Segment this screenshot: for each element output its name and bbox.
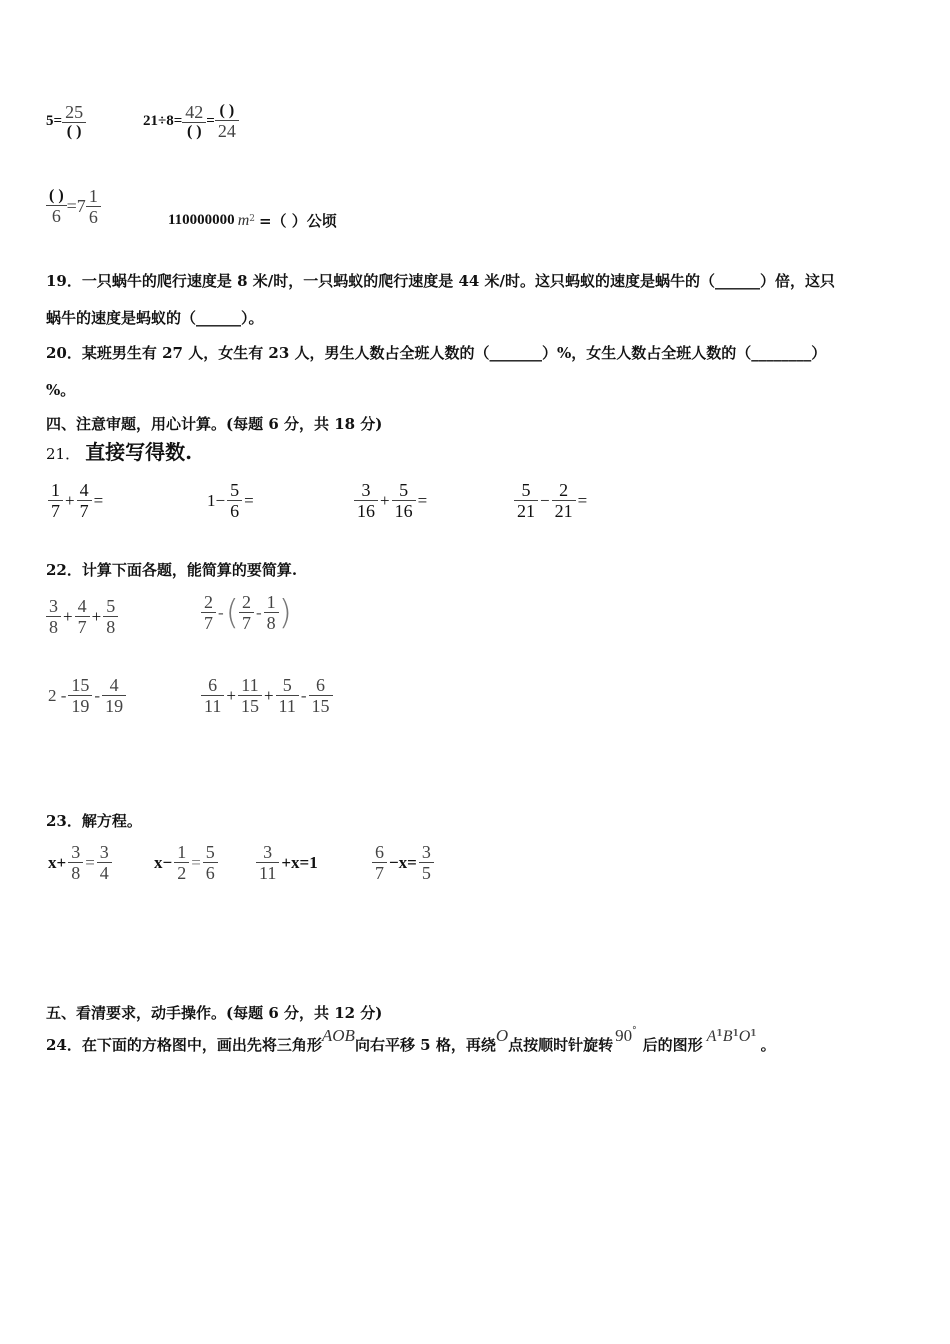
fraction xyxy=(309,675,333,716)
numerator: 1 xyxy=(177,842,187,862)
q22-title: 22．计算下面各题，能简算的要简算. xyxy=(46,561,298,579)
eq4-unit: m xyxy=(237,211,250,229)
q22-expr4 xyxy=(201,675,333,716)
eq3-numerator-blank[interactable]: ( ) xyxy=(49,187,64,204)
fraction xyxy=(256,842,279,883)
denominator: 11 xyxy=(278,696,296,716)
equals: = xyxy=(191,852,201,872)
label-sup: 1 xyxy=(716,1029,723,1039)
q21-heading xyxy=(46,436,192,465)
q24-part2: 向右平移 5 格，再绕 xyxy=(354,1036,496,1054)
eq4-rest: =（ ）公顷 xyxy=(258,212,337,230)
label-b: B xyxy=(722,1028,733,1045)
q21-title: 直接写得数. xyxy=(85,440,193,464)
q23-eq3 xyxy=(256,842,320,883)
fraction xyxy=(203,842,218,883)
denominator: 7 xyxy=(51,501,60,521)
q24-text xyxy=(46,1026,776,1061)
operator: - xyxy=(300,685,307,705)
fraction xyxy=(264,592,279,633)
denominator: 11 xyxy=(204,696,222,716)
numerator: 6 xyxy=(316,675,326,695)
denominator: 15 xyxy=(311,696,330,716)
lead-term: x− xyxy=(154,852,173,872)
label-sup: 1 xyxy=(732,1029,739,1039)
fraction xyxy=(514,480,538,521)
denominator: 21 xyxy=(517,501,535,521)
eq3-denominator: 6 xyxy=(51,206,61,226)
operator: + xyxy=(65,490,75,510)
q21-item3 xyxy=(354,480,429,521)
lead-term: 2 - xyxy=(48,685,67,705)
q23-eq4 xyxy=(372,842,434,883)
q21-item2 xyxy=(205,480,256,521)
q19-line2: 蜗牛的速度是蚂蚁的（______）。 xyxy=(46,309,264,327)
fraction xyxy=(75,596,90,637)
fraction xyxy=(239,592,254,633)
q24-degree: 90 xyxy=(615,1026,633,1045)
label-o: O xyxy=(738,1028,751,1045)
fraction xyxy=(48,480,63,521)
operator: + xyxy=(91,606,102,626)
top-eq1 xyxy=(46,102,86,141)
denominator: 8 xyxy=(106,617,116,637)
numerator: 2 xyxy=(241,592,251,612)
numerator: 15 xyxy=(71,675,90,695)
label-a: A xyxy=(706,1028,717,1045)
eq4-unit-sup: 2 xyxy=(249,213,255,224)
eq3-fraction xyxy=(46,187,67,226)
section4-title: 四、注意审题，用心计算。(每题 6 分，共 18 分) xyxy=(46,415,383,433)
operator: + xyxy=(263,685,274,705)
numerator: 3 xyxy=(421,842,431,862)
q22-expr3 xyxy=(46,675,126,716)
fraction xyxy=(201,592,216,633)
denominator: 6 xyxy=(205,863,215,883)
numerator: 4 xyxy=(79,480,89,500)
denominator: 6 xyxy=(230,501,240,521)
fraction xyxy=(102,675,126,716)
q24-degree-sign: ° xyxy=(632,1026,637,1036)
fraction xyxy=(103,596,118,637)
lead-term: x+ xyxy=(48,852,67,872)
eq4-value: 110000000 xyxy=(168,212,235,228)
eq1-denominator-blank[interactable]: ( ) xyxy=(66,123,82,140)
denominator: 11 xyxy=(259,863,277,883)
top-eq4 xyxy=(168,210,337,231)
q22-expr1 xyxy=(46,596,118,637)
numerator: 3 xyxy=(361,480,371,500)
numerator: 5 xyxy=(399,480,409,500)
numerator: 2 xyxy=(559,480,569,500)
q23-eq2 xyxy=(152,842,218,883)
numerator: 4 xyxy=(109,675,119,695)
label-sup: 1 xyxy=(750,1029,757,1039)
eq3-mixed-fraction xyxy=(86,186,101,227)
equation-middle: −x= xyxy=(389,852,417,872)
equals: = xyxy=(244,490,254,510)
operator: + xyxy=(63,606,73,626)
numerator: 5 xyxy=(205,842,215,862)
numerator: 2 xyxy=(204,592,213,612)
q21-number: 21． xyxy=(46,445,81,463)
denominator: 16 xyxy=(394,501,413,521)
eq1-lhs: 5= xyxy=(46,113,63,129)
equals: = xyxy=(417,490,428,510)
left-paren: ( xyxy=(225,592,239,633)
fraction xyxy=(227,480,242,521)
q23-title: 23．解方程。 xyxy=(46,812,142,830)
denominator: 7 xyxy=(375,863,384,883)
operator: - xyxy=(94,685,101,705)
fraction xyxy=(276,675,299,716)
operator: - xyxy=(218,602,224,622)
eq2-right-numerator-blank[interactable]: ( ) xyxy=(219,102,235,119)
fraction xyxy=(201,675,224,716)
denominator: 4 xyxy=(99,863,109,883)
numerator: 5 xyxy=(521,480,531,500)
denominator: 7 xyxy=(79,501,89,521)
eq2-equals: = xyxy=(206,113,215,129)
numerator: 1 xyxy=(51,480,60,500)
eq2-denominator-blank[interactable]: ( ) xyxy=(186,123,202,140)
q21-item1 xyxy=(48,480,105,521)
fraction xyxy=(419,842,434,883)
q24-shape-label xyxy=(707,1027,757,1045)
numerator: 6 xyxy=(208,675,218,695)
eq2-numerator: 42 xyxy=(185,102,204,122)
equals: = xyxy=(577,490,588,510)
denominator: 5 xyxy=(421,863,431,883)
numerator: 1 xyxy=(266,592,276,612)
q24-part1: 24．在下面的方格图中，画出先将三角形 xyxy=(46,1036,322,1054)
eq3-equals: =7 xyxy=(66,196,86,216)
denominator: 2 xyxy=(177,863,187,883)
equals: = xyxy=(93,490,104,510)
lead-term: 1− xyxy=(207,490,226,510)
eq1-fraction xyxy=(62,102,86,141)
fraction xyxy=(372,842,387,883)
fraction xyxy=(392,480,416,521)
numerator: 3 xyxy=(99,842,109,862)
numerator: 5 xyxy=(230,480,240,500)
denominator: 8 xyxy=(71,863,81,883)
fraction xyxy=(68,675,92,716)
numerator: 5 xyxy=(282,675,292,695)
top-eq2 xyxy=(143,102,239,141)
numerator: 6 xyxy=(375,842,384,862)
equals: = xyxy=(85,852,95,872)
denominator: 15 xyxy=(240,696,259,716)
denominator: 7 xyxy=(77,617,87,637)
operator: + xyxy=(226,685,236,705)
operator: + xyxy=(380,490,390,510)
q19-line1: 19．一只蜗牛的爬行速度是 8 米/时，一只蚂蚁的爬行速度是 44 米/时。这只蚂蚁的速度是蜗牛的（______）倍，这只 xyxy=(46,272,836,290)
q23-eq1 xyxy=(46,842,112,883)
eq1-numerator: 25 xyxy=(65,102,84,122)
denominator: 8 xyxy=(266,613,276,633)
denominator: 8 xyxy=(49,617,58,637)
fraction xyxy=(68,842,83,883)
q21-item4 xyxy=(514,480,589,521)
fraction xyxy=(552,480,576,521)
fraction xyxy=(354,480,378,521)
denominator: 19 xyxy=(71,696,90,716)
denominator: 21 xyxy=(554,501,573,521)
q24-part3: 点按顺时针旋转 xyxy=(508,1036,614,1054)
right-paren: ) xyxy=(278,592,292,633)
numerator: 5 xyxy=(106,596,116,616)
top-eq3 xyxy=(46,186,101,227)
numerator: 4 xyxy=(77,596,87,616)
q24-aob: AOB xyxy=(321,1026,355,1045)
eq3-mixed-denominator: 6 xyxy=(88,207,98,227)
eq2-fraction xyxy=(182,102,206,141)
q24-part4: 后的图形 xyxy=(642,1036,703,1054)
eq2-right-denominator: 24 xyxy=(217,121,236,141)
denominator: 7 xyxy=(204,613,213,633)
q20-line2: %。 xyxy=(46,381,76,399)
numerator: 3 xyxy=(49,596,58,616)
q24-part5: 。 xyxy=(760,1036,776,1054)
denominator: 7 xyxy=(241,613,251,633)
denominator: 19 xyxy=(105,696,124,716)
q20-line1: 20．某班男生有 27 人，女生有 23 人，男生人数占全班人数的（_______）%，女生人数占全班人数的（________） xyxy=(46,344,827,362)
fraction xyxy=(97,842,112,883)
numerator: 3 xyxy=(71,842,81,862)
operator: - xyxy=(255,602,262,622)
eq3-mixed-numerator: 1 xyxy=(88,186,98,206)
denominator: 16 xyxy=(357,501,375,521)
q22-expr2 xyxy=(201,592,292,633)
q24-o: O xyxy=(495,1026,509,1045)
numerator: 3 xyxy=(263,842,273,862)
fraction xyxy=(46,596,61,637)
operator: − xyxy=(540,490,550,510)
equation-tail: +x=1 xyxy=(281,852,318,872)
eq2-lhs: 21÷8= xyxy=(143,113,183,129)
fraction xyxy=(238,675,262,716)
eq2-right-fraction xyxy=(215,102,239,141)
numerator: 11 xyxy=(241,675,259,695)
section5-title: 五、看清要求，动手操作。(每题 6 分，共 12 分) xyxy=(46,1004,383,1022)
fraction xyxy=(77,480,92,521)
fraction xyxy=(174,842,189,883)
